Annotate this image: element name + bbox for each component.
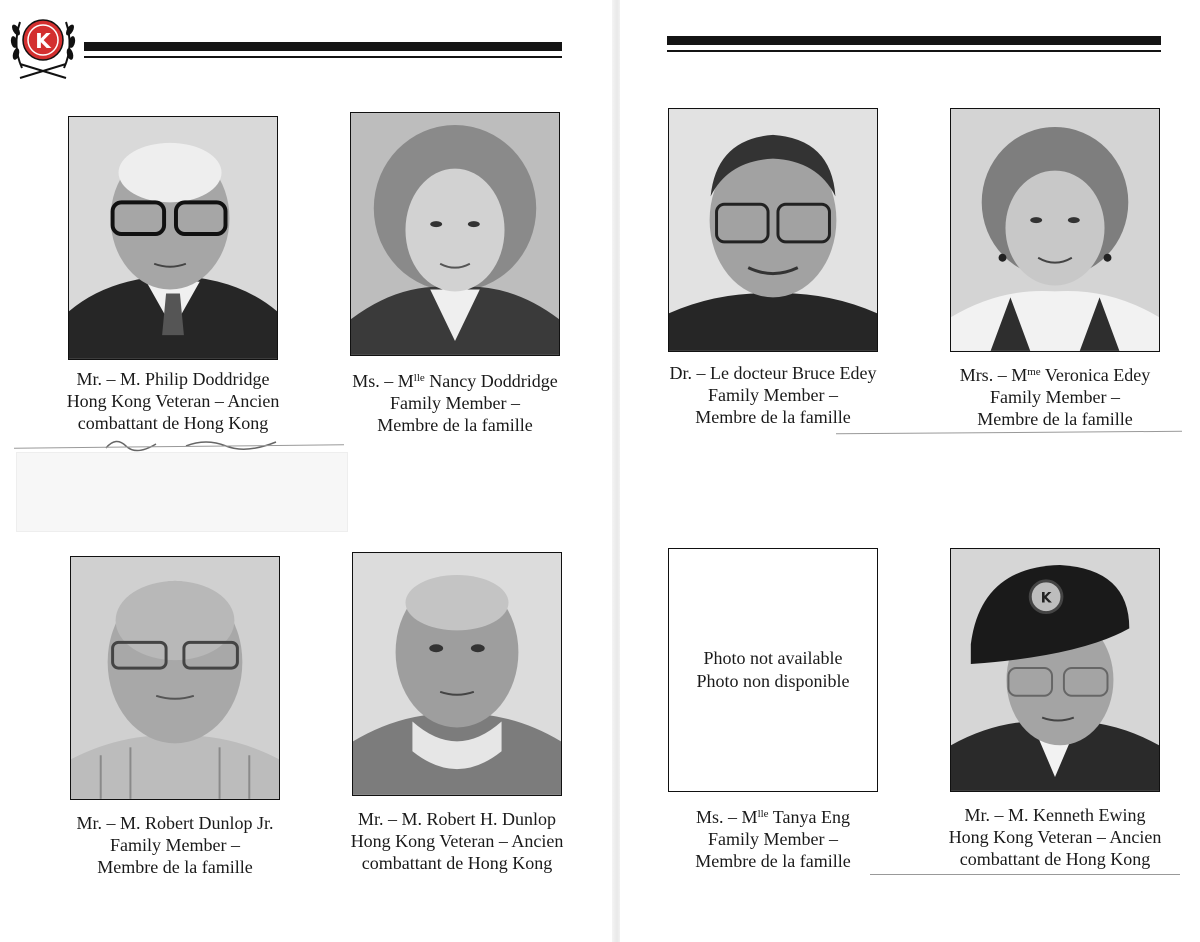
association-logo-icon [8,6,78,82]
person-role: Family Member – [708,829,838,849]
person-role: Hong Kong Veteran – Ancien [66,391,280,411]
person-role: Hong Kong Veteran – Ancien [350,831,564,851]
right-page [620,0,1200,942]
portrait-robert-h-dunlop [352,552,562,796]
person-role: Family Member – [390,393,520,413]
portrait-bruce-edey [668,108,878,352]
caption-tanya-eng [643,806,903,872]
person-role: Family Member – [110,835,240,855]
scan-artifact-line [870,874,1180,875]
person-role-fr: combattant de Hong Kong [959,849,1151,869]
person-name: Ms. – $M^{lle}$ Nancy Doddridge [352,371,558,391]
caption-robert-dunlop-jr [45,812,305,878]
portrait-image-icon [71,557,279,799]
caption-veronica-edey [925,364,1185,430]
person-role: Family Member – [708,385,838,405]
portrait-image-icon [351,113,559,355]
paper-fold-band [16,452,348,532]
portrait-image-icon [951,109,1159,351]
portrait-robert-dunlop-jr [70,556,280,800]
portrait-nancy-doddridge [350,112,560,356]
header-rule-thick [667,36,1161,45]
badge-letter: K [1040,590,1052,607]
header-rule-thin [667,50,1161,52]
portrait-philip-doddridge [68,116,278,360]
placeholder-text-en: Photo not available [703,648,843,668]
person-role: Hong Kong Veteran – Ancien [948,827,1162,847]
portrait-veronica-edey [950,108,1160,352]
header-rule-thick [84,42,562,51]
portrait-image-icon [669,109,877,351]
placeholder-text-fr: Photo non disponible [696,671,850,691]
person-name: Mrs. – $M^{me}$ Veronica Edey [959,365,1151,385]
handwriting-scribble-icon [96,432,296,452]
caption-robert-h-dunlop [327,808,587,874]
person-name: Mr. – M. Kenneth Ewing [964,805,1146,825]
person-name: Mr. – M. Philip Doddridge [76,369,270,389]
person-role-fr: Membre de la famille [97,857,253,877]
caption-philip-doddridge [43,368,303,434]
person-name: Mr. – M. Robert Dunlop Jr. [76,813,274,833]
caption-bruce-edey [643,362,903,428]
person-name: Mr. – M. Robert H. Dunlop [358,809,556,829]
person-role-fr: Membre de la famille [695,851,851,871]
person-name: Ms. – $M^{lle}$ Tanya Eng [696,807,850,827]
caption-nancy-doddridge [325,370,585,436]
header-rule-thin [84,56,562,58]
caption-kenneth-ewing [925,804,1185,870]
person-role-fr: combattant de Hong Kong [77,413,269,433]
portrait-image-icon [951,549,1159,791]
person-name: Dr. – Le docteur Bruce Edey [669,363,877,383]
portrait-image-icon [353,553,561,795]
person-role-fr: combattant de Hong Kong [361,853,553,873]
person-role-fr: Membre de la famille [695,407,851,427]
person-role-fr: Membre de la famille [377,415,533,435]
logo-letter: K [35,29,51,53]
scan-artifact-line [836,431,1182,434]
portrait-image-icon [69,117,277,359]
person-role-fr: Membre de la famille [977,409,1133,429]
photo-placeholder-tanya-eng [668,548,878,792]
person-role: Family Member – [990,387,1120,407]
portrait-kenneth-ewing [950,548,1160,792]
